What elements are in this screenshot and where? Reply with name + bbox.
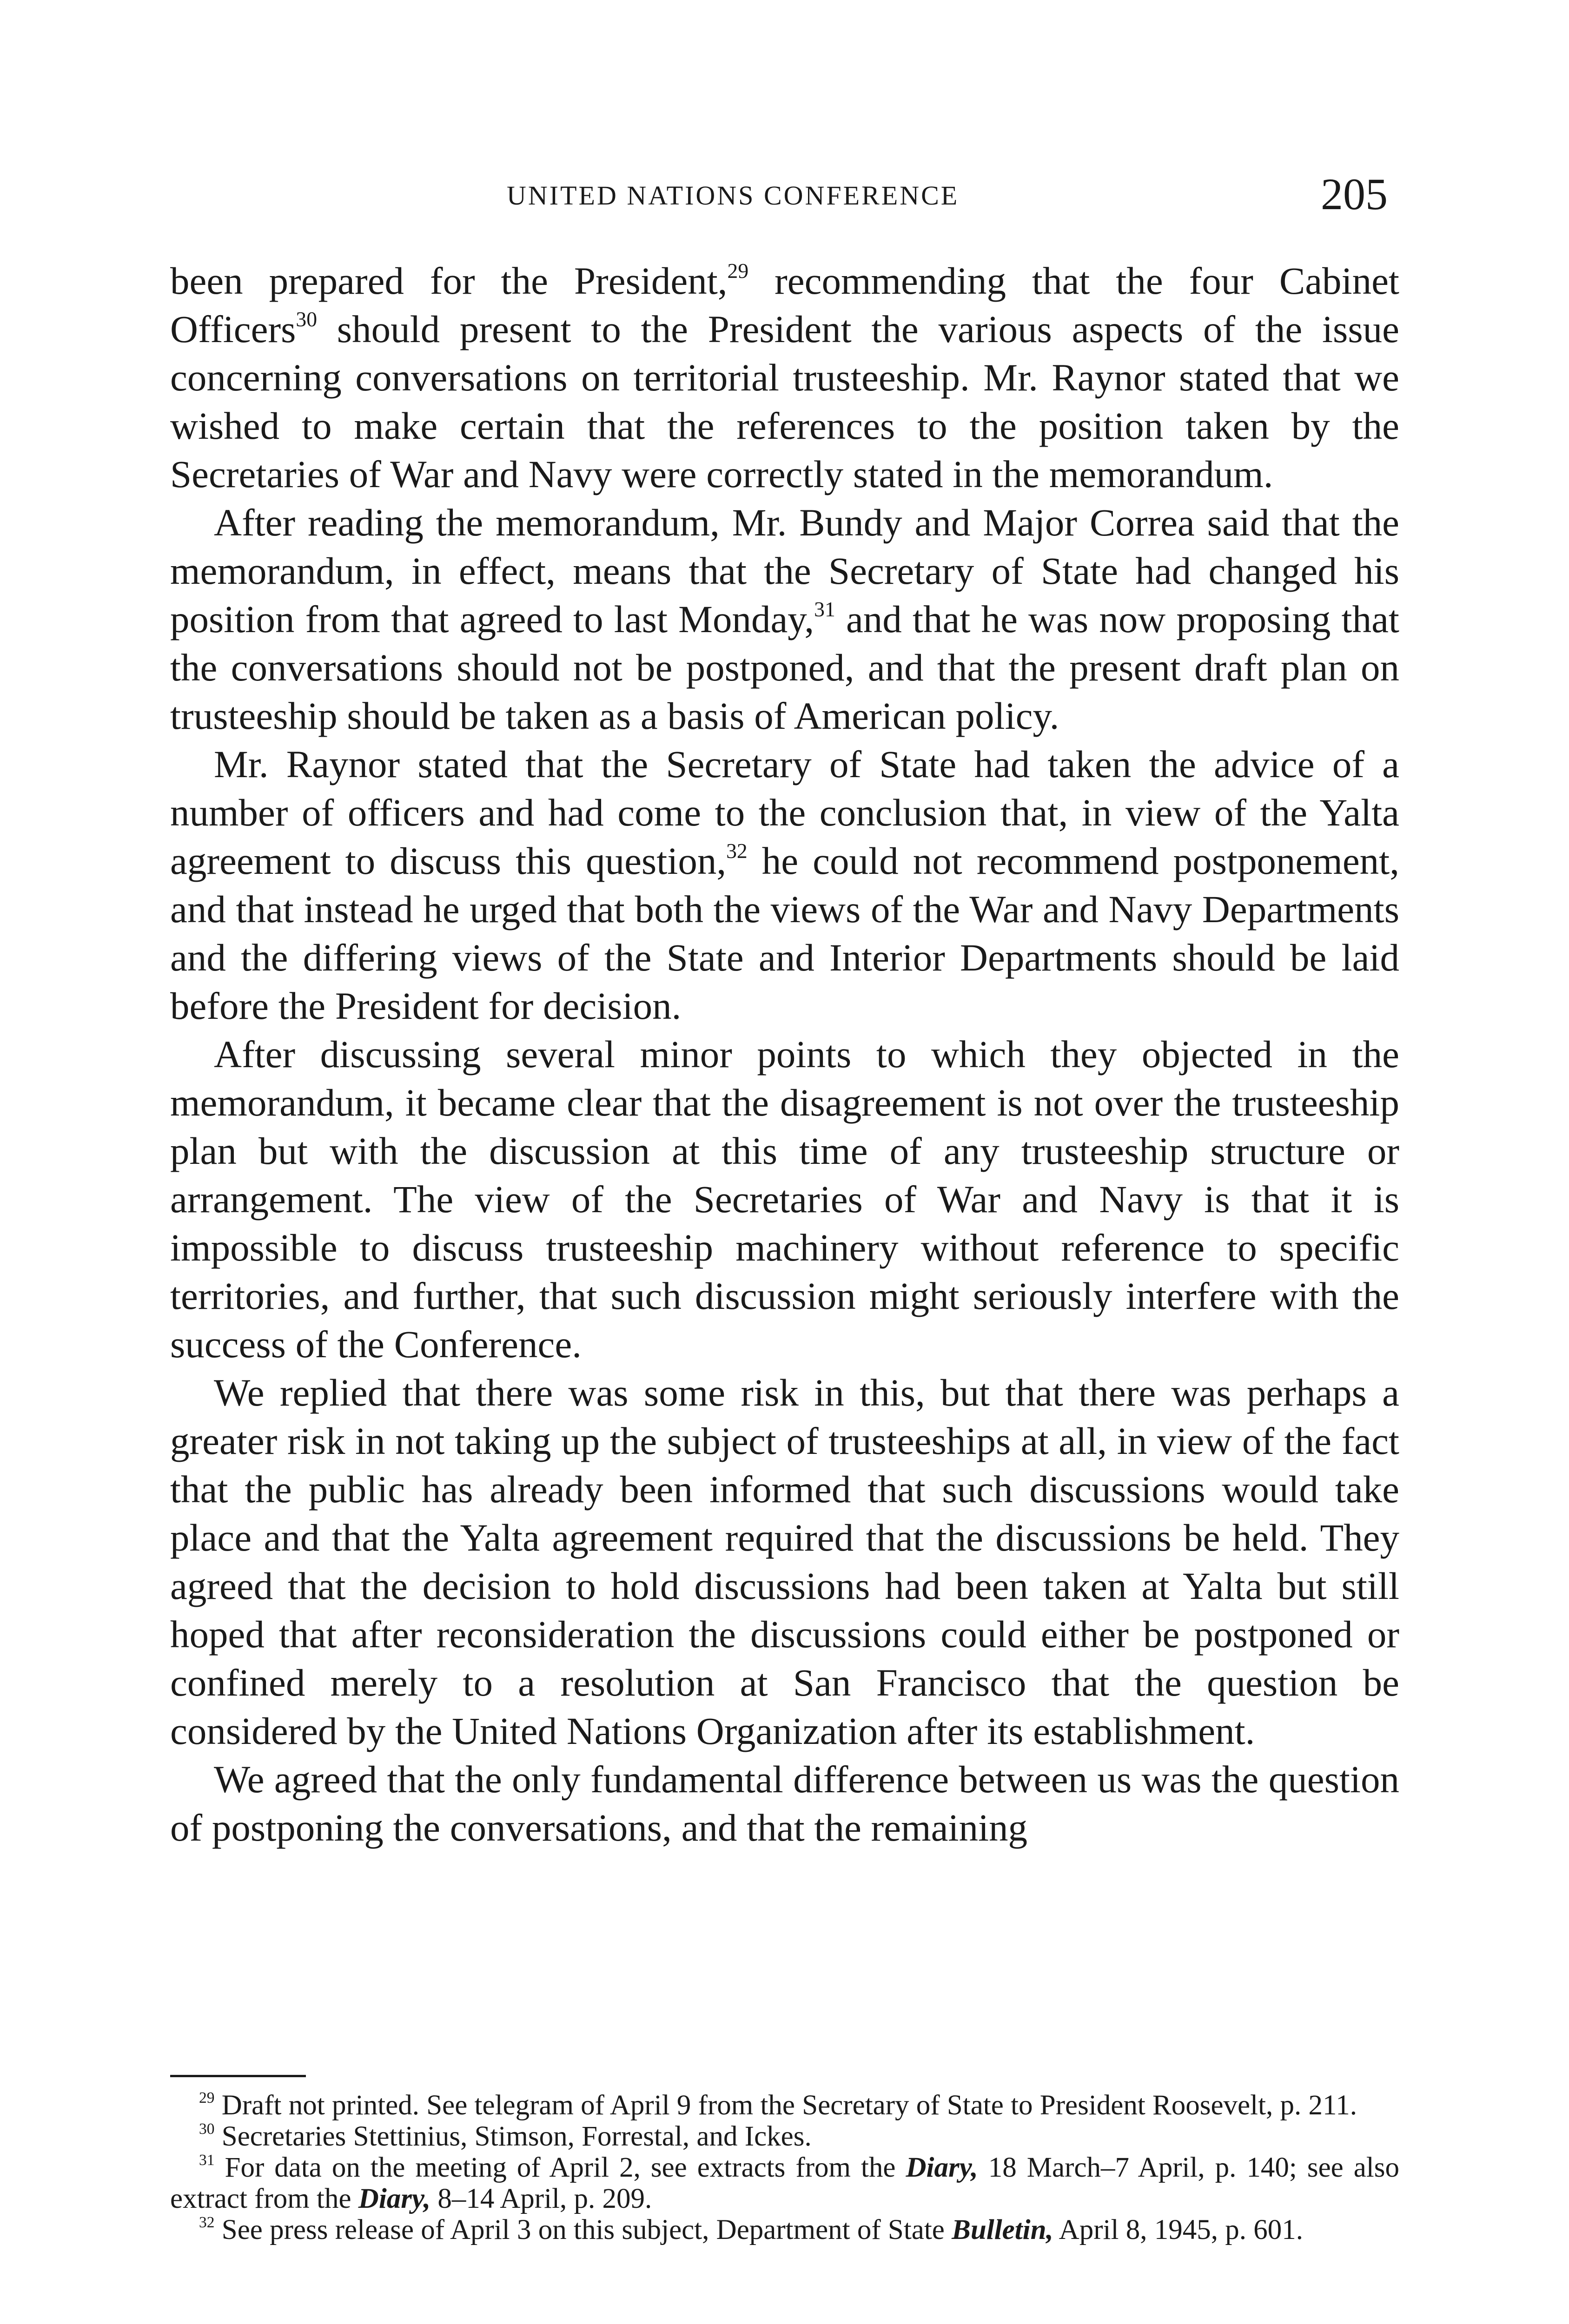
citation-title: Bulletin, bbox=[952, 2214, 1053, 2245]
running-head: UNITED NATIONS CONFERENCE bbox=[507, 180, 960, 211]
footnote bbox=[170, 2152, 1399, 2214]
paragraph-text: he could not recommend postponement, and that instead he urged that both the views of the War and Navy Departments and the differing views of the State and Interior Departments should be laid before the President for decision. bbox=[170, 839, 1399, 1027]
paragraph-text: recommending that the four Cabinet Officers bbox=[170, 259, 1399, 350]
footnote-ref: 29 bbox=[727, 258, 749, 283]
paragraph: We agreed that the only fundamental difference between us was the question of postponing the conversations, and that the remaining bbox=[170, 1758, 1399, 1849]
paragraph-text: and that he was now proposing that the conversations should not be postponed, and that the present draft plan on trusteeship should be taken as a basis of American policy. bbox=[170, 598, 1399, 737]
paragraph bbox=[170, 498, 1399, 740]
paragraph-text: Mr. Raynor stated that the Secretary of State had taken the advice of a number of officers and had come to the conclusion that, in view of the Yalta agreement to discuss this question, bbox=[170, 743, 1399, 882]
footnote-text: April 8, 1945, p. 601. bbox=[1053, 2214, 1303, 2245]
footnote-ref: 30 bbox=[296, 307, 318, 331]
footnote-number: 31 bbox=[199, 2151, 215, 2169]
footnote-text: Draft not printed. See telegram of April 9 from the Secretary of State to President Roosevelt, p. 211. bbox=[214, 2090, 1357, 2121]
footnote-text: 8–14 April, p. 209. bbox=[430, 2183, 652, 2214]
footnote bbox=[170, 2214, 1399, 2245]
paragraph-text: should present to the President the various aspects of the issue concerning conversations on territorial trusteeship. Mr. Raynor stated that we wished to make certain that the references to the position taken by the Secretaries of War and Navy were correctly stated in the memorandum. bbox=[170, 308, 1399, 495]
paragraph: We replied that there was some risk in this, but that there was perhaps a greater risk in not taking up the subject of trusteeships at all, in view of the fact that the public has already been informed that such discussions would take place and that the Yalta agreement required that the discussions be held. They agreed that the decision to hold discussions had been taken at Yalta but still hoped that after reconsideration the discussions could either be postponed or confined merely to a resolution at San Francisco that the question be considered by the United Nations Organization after its establishment. bbox=[170, 1371, 1399, 1752]
footnote-ref: 31 bbox=[814, 597, 835, 621]
footnote-number: 29 bbox=[199, 2089, 215, 2106]
footnotes bbox=[170, 2090, 1399, 2245]
footnote-text: See press release of April 3 on this subject, Department of State bbox=[214, 2214, 952, 2245]
paragraph bbox=[170, 740, 1399, 1030]
footnote bbox=[170, 2121, 1399, 2152]
paragraph: After discussing several minor points to which they objected in the memorandum, it became clear that the disagreement is not over the trusteeship plan but with the discussion at this time of any trusteeship structure or arrangement. The view of the Secretaries of War and Navy is that it is impossible to discuss trusteeship machinery without reference to specific territories, and further, that such discussion might seriously interfere with the success of the Conference. bbox=[170, 1033, 1399, 1366]
paragraph-text: After reading the memorandum, Mr. Bundy and Major Correa said that the memorandum, in effect, means that the Secretary of State had changed his position from that agreed to last Monday, bbox=[170, 501, 1399, 640]
footnote bbox=[170, 2090, 1399, 2121]
paragraph bbox=[170, 257, 1399, 498]
page-number: 205 bbox=[1321, 169, 1388, 219]
footnote-text: 18 March–7 April, p. 140; see also extract from the bbox=[170, 2152, 1399, 2214]
citation-title: Diary, bbox=[358, 2183, 431, 2214]
paragraph-text: been prepared for the President, bbox=[170, 259, 728, 302]
body-text bbox=[170, 257, 1399, 1852]
footnote-rule bbox=[170, 2075, 306, 2077]
footnote-text: For data on the meeting of April 2, see extracts from the bbox=[214, 2152, 906, 2183]
footnote-text: Secretaries Stettinius, Stimson, Forrestal, and Ickes. bbox=[214, 2121, 812, 2152]
footnote-number: 32 bbox=[199, 2213, 215, 2231]
citation-title: Diary, bbox=[906, 2152, 978, 2183]
footnote-number: 30 bbox=[199, 2120, 215, 2138]
footnote-ref: 32 bbox=[726, 838, 748, 863]
